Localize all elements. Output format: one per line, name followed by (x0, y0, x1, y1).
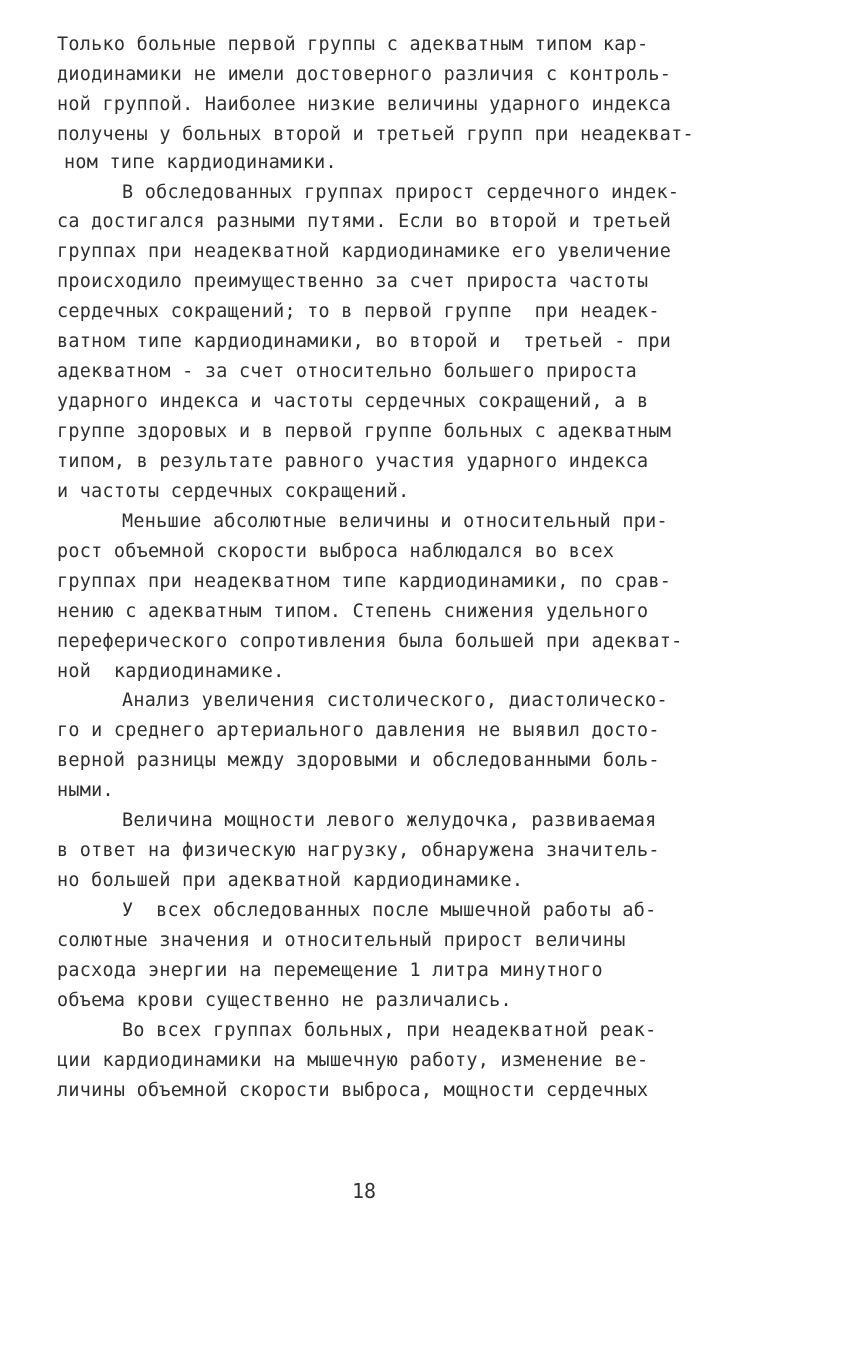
text-line: ной кардиодинамике. (57, 661, 285, 682)
text-line: диодинамики не имели достоверного различия с контроль- (57, 64, 672, 85)
text-line: сердечных сокращений; то в первой группе при неадек- (57, 301, 660, 322)
text-line: группе здоровых и в первой группе больных с адекватным (57, 421, 672, 442)
text-line: го и среднего артериального давления не выявил досто- (57, 720, 660, 741)
text-line: Анализ увеличения систолического, диастолическо- (122, 690, 668, 711)
text-line: личины объемной скорости выброса, мощности сердечных (57, 1080, 649, 1101)
text-line: нению с адекватным типом. Степень снижения удельного (57, 601, 649, 622)
text-line: ватном типе кардиодинамики, во второй и третьей - при (57, 331, 672, 352)
text-line: объема крови существенно не различались. (57, 990, 512, 1011)
text-line: Только больные первой группы с адекватным типом кар- (57, 34, 649, 55)
text-line: адекватном - за счет относительно большего прироста (57, 361, 637, 382)
text-line: переферического сопротивления была большей при адекват- (57, 631, 683, 652)
text-line: но большей при адекватной кардиодинамике. (57, 870, 524, 891)
page-number: 18 (352, 1179, 377, 1203)
text-line: Во всех группах больных, при неадекватной реак- (122, 1020, 657, 1041)
text-line: и частоты сердечных сокращений. (57, 481, 410, 502)
text-line: Величина мощности левого желудочка, развиваемая (122, 810, 657, 831)
text-line: солютные значения и относительный прирост величины (57, 930, 626, 951)
text-line: расхода энергии на перемещение 1 литра минутного (57, 960, 603, 981)
text-line: са достигался разными путями. Если во второй и третьей (57, 211, 672, 232)
text-line: группах при неадекватном типе кардиодинамики, по срав- (57, 571, 672, 592)
text-line: рост объемной скорости выброса наблюдался во всех (57, 541, 615, 562)
text-line: верной разницы между здоровыми и обследованными боль- (57, 750, 660, 771)
text-line: В обследованных группах прирост сердечного индек- (122, 182, 680, 203)
text-line: ной группой. Наиболее низкие величины ударного индекса (57, 94, 672, 115)
text-line: получены у больных второй и третьей групп при неадекват- (57, 124, 694, 145)
text-line: происходило преимущественно за счет прироста частоты (57, 271, 649, 292)
text-line: У всех обследованных после мышечной работы аб- (122, 900, 657, 921)
text-line: в ответ на физическую нагрузку, обнаружена значитель- (57, 840, 660, 861)
text-line: ными. (57, 780, 114, 801)
text-line: ударного индекса и частоты сердечных сокращений, а в (57, 391, 649, 412)
text-line: ции кардиодинамики на мышечную работу, изменение ве- (57, 1050, 649, 1071)
text-line: ном типе кардиодинамики. (64, 152, 337, 173)
text-line: группах при неадекватной кардиодинамике его увеличение (57, 241, 672, 262)
text-line: типом, в результате равного участия ударного индекса (57, 451, 649, 472)
text-line: Меньшие абсолютные величины и относительный при- (122, 511, 668, 532)
